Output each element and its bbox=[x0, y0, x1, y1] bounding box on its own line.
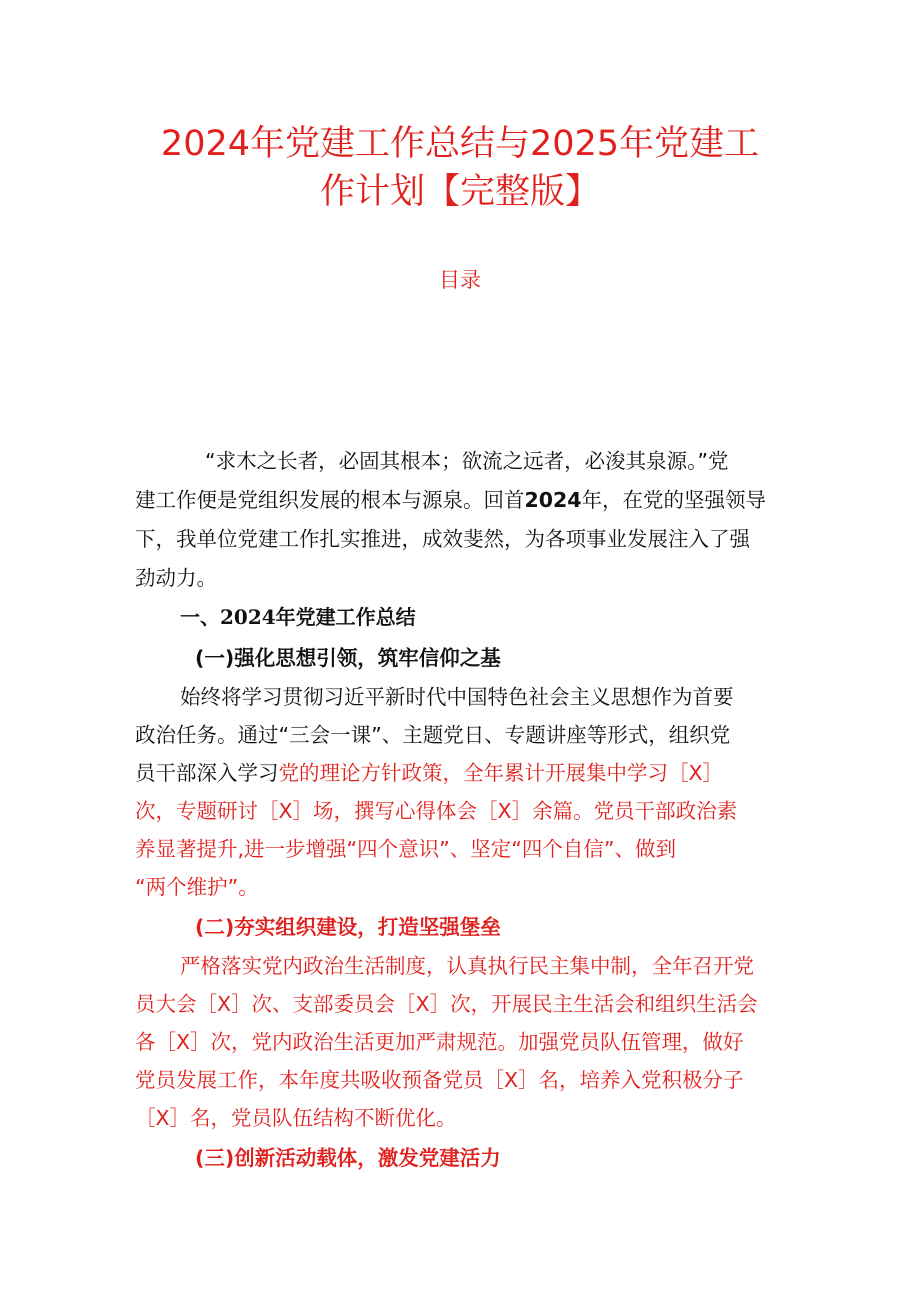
toc-label: 目录 bbox=[439, 268, 481, 292]
subsection-2-heading: (二)夯实组织建设，打造坚强堡垒 bbox=[195, 915, 501, 939]
sub1-line-4: 次，专题研讨［X］场，撰写心得体会［X］余篇。党员干部政治素 bbox=[135, 799, 738, 823]
sub1-line-6: “两个维护”。 bbox=[135, 875, 259, 899]
sub2-line-2: 员大会［X］次、支部委员会［X］次，开展民主生活会和组织生活会 bbox=[135, 992, 758, 1016]
subsection-1-heading: (一)强化思想引领，筑牢信仰之基 bbox=[195, 646, 501, 670]
intro-line-3: 下，我单位党建工作扎实推进，成效斐然，为各项事业发展注入了强 bbox=[135, 527, 750, 551]
intro-line-1: “求木之长者，必固其根本；欲流之远者，必浚其泉源。”党 bbox=[205, 449, 729, 473]
sub2-line-4: 党员发展工作，本年度共吸收预备党员［X］名，培养入党积极分子 bbox=[135, 1068, 744, 1092]
sub2-line-5: ［X］名，党员队伍结构不断优化。 bbox=[135, 1106, 457, 1130]
sub1-line-5: 养显著提升,进一步增强“四个意识”、坚定“四个自信”、做到 bbox=[135, 837, 676, 861]
title-line-2: 作计划【完整版】 bbox=[319, 172, 600, 212]
intro-line-4: 劲动力。 bbox=[135, 566, 217, 590]
sub1-line-3-red: 党的理论方针政策，全年累计开展集中学习［X］ bbox=[278, 761, 724, 785]
sub2-line-3: 各［X］次，党内政治生活更加严肃规范。加强党员队伍管理，做好 bbox=[135, 1030, 744, 1054]
intro-line-2a: 建工作便是党组织发展的根本与源泉。回首 bbox=[135, 488, 525, 512]
title-line-1: 2024年党建工作总结与2025年党建工 bbox=[160, 124, 760, 164]
intro-line-2c: 年，在党的坚强领导 bbox=[581, 488, 767, 512]
subsection-3-heading: (三)创新活动载体，激发党建活力 bbox=[195, 1146, 501, 1170]
sub1-line-1: 始终将学习贯彻习近平新时代中国特色社会主义思想作为首要 bbox=[180, 685, 734, 709]
document-title bbox=[130, 120, 790, 216]
section-1-heading: 一、2024年党建工作总结 bbox=[180, 605, 416, 629]
sub1-line-3-black: 员干部深入学习 bbox=[135, 761, 279, 785]
sub1-line-2: 政治任务。通过“三会一课”、主题党日、专题讲座等形式，组织党 bbox=[135, 723, 731, 747]
intro-line-2 bbox=[135, 485, 766, 515]
sub2-line-1: 严格落实党内政治生活制度，认真执行民主集中制，全年召开党 bbox=[180, 954, 754, 978]
intro-year: 2024 bbox=[524, 488, 582, 512]
sub1-line-3 bbox=[135, 758, 723, 788]
